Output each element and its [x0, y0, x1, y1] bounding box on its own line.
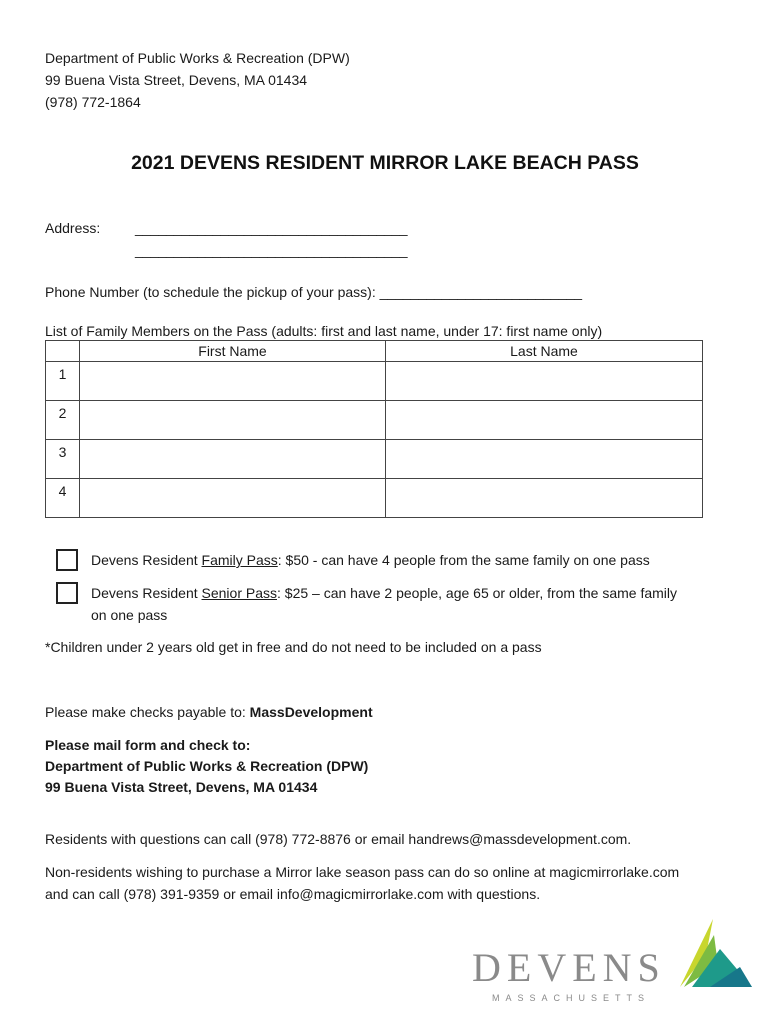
- payable-line: Please make checks payable to: MassDevelopment: [45, 704, 373, 720]
- address-label: Address:: [45, 220, 101, 236]
- senior-pass-label: Devens Resident Senior Pass: $25 – can have 2 people, age 65 or older, from the same family: [91, 585, 678, 601]
- nonresidents-note-2: and can call (978) 391-9359 or email info@magicmirrorlake.com with questions.: [45, 886, 541, 902]
- dept-name: Department of Public Works & Recreation (DPW): [45, 50, 350, 66]
- residents-note: Residents with questions can call (978) 772-8876 or email handrews@massdevelopment.com.: [45, 831, 632, 847]
- nonresidents-note-1: Non-residents wishing to purchase a Mirror lake season pass can do so online at magicmirrorlake.com: [45, 864, 680, 880]
- row-number: 1: [46, 362, 80, 401]
- first-name-cell[interactable]: [80, 440, 386, 479]
- first-name-cell[interactable]: [80, 362, 386, 401]
- table-row: [46, 440, 703, 479]
- header-first-name: First Name: [80, 341, 386, 362]
- children-note: *Children under 2 years old get in free and do not need to be included on a pass: [45, 639, 542, 655]
- family-table-header: [46, 341, 703, 362]
- senior-pass-checkbox[interactable]: [56, 582, 78, 604]
- last-name-cell[interactable]: [386, 440, 703, 479]
- last-name-cell[interactable]: [386, 362, 703, 401]
- phone-field[interactable]: __________________________: [379, 284, 583, 300]
- family-pass-label: Devens Resident Family Pass: $50 - can have 4 people from the same family on one pass: [91, 552, 650, 568]
- logo-subtext: MASSACHUSETTS: [492, 993, 651, 1003]
- last-name-cell[interactable]: [386, 401, 703, 440]
- dept-phone: (978) 772-1864: [45, 94, 141, 110]
- row-number: 3: [46, 440, 80, 479]
- family-table: [45, 340, 703, 518]
- first-name-cell[interactable]: [80, 479, 386, 518]
- address-line-1[interactable]: ___________________________________: [135, 220, 408, 236]
- mail-address: 99 Buena Vista Street, Devens, MA 01434: [45, 779, 318, 795]
- header-number: [46, 341, 80, 362]
- logo-wordmark: DEVENS: [472, 945, 666, 990]
- devens-logo: [470, 915, 760, 1010]
- table-row: [46, 479, 703, 518]
- header-last-name: Last Name: [386, 341, 703, 362]
- address-line-2[interactable]: ___________________________________: [135, 242, 408, 258]
- mail-dept: Department of Public Works & Recreation (DPW): [45, 758, 369, 774]
- table-row: [46, 401, 703, 440]
- row-number: 2: [46, 401, 80, 440]
- phone-label: Phone Number (to schedule the pickup of your pass):: [45, 284, 380, 300]
- table-row: [46, 362, 703, 401]
- page-title: 2021 DEVENS RESIDENT MIRROR LAKE BEACH PASS: [131, 152, 639, 174]
- first-name-cell[interactable]: [80, 401, 386, 440]
- row-number: 4: [46, 479, 80, 518]
- family-heading: List of Family Members on the Pass (adults: first and last name, under 17: first name only): [45, 323, 603, 339]
- family-pass-checkbox[interactable]: [56, 549, 78, 571]
- phone-row: [45, 282, 582, 302]
- senior-pass-label-cont: on one pass: [91, 607, 168, 623]
- last-name-cell[interactable]: [386, 479, 703, 518]
- mail-heading: Please mail form and check to:: [45, 737, 251, 753]
- dept-address: 99 Buena Vista Street, Devens, MA 01434: [45, 72, 308, 88]
